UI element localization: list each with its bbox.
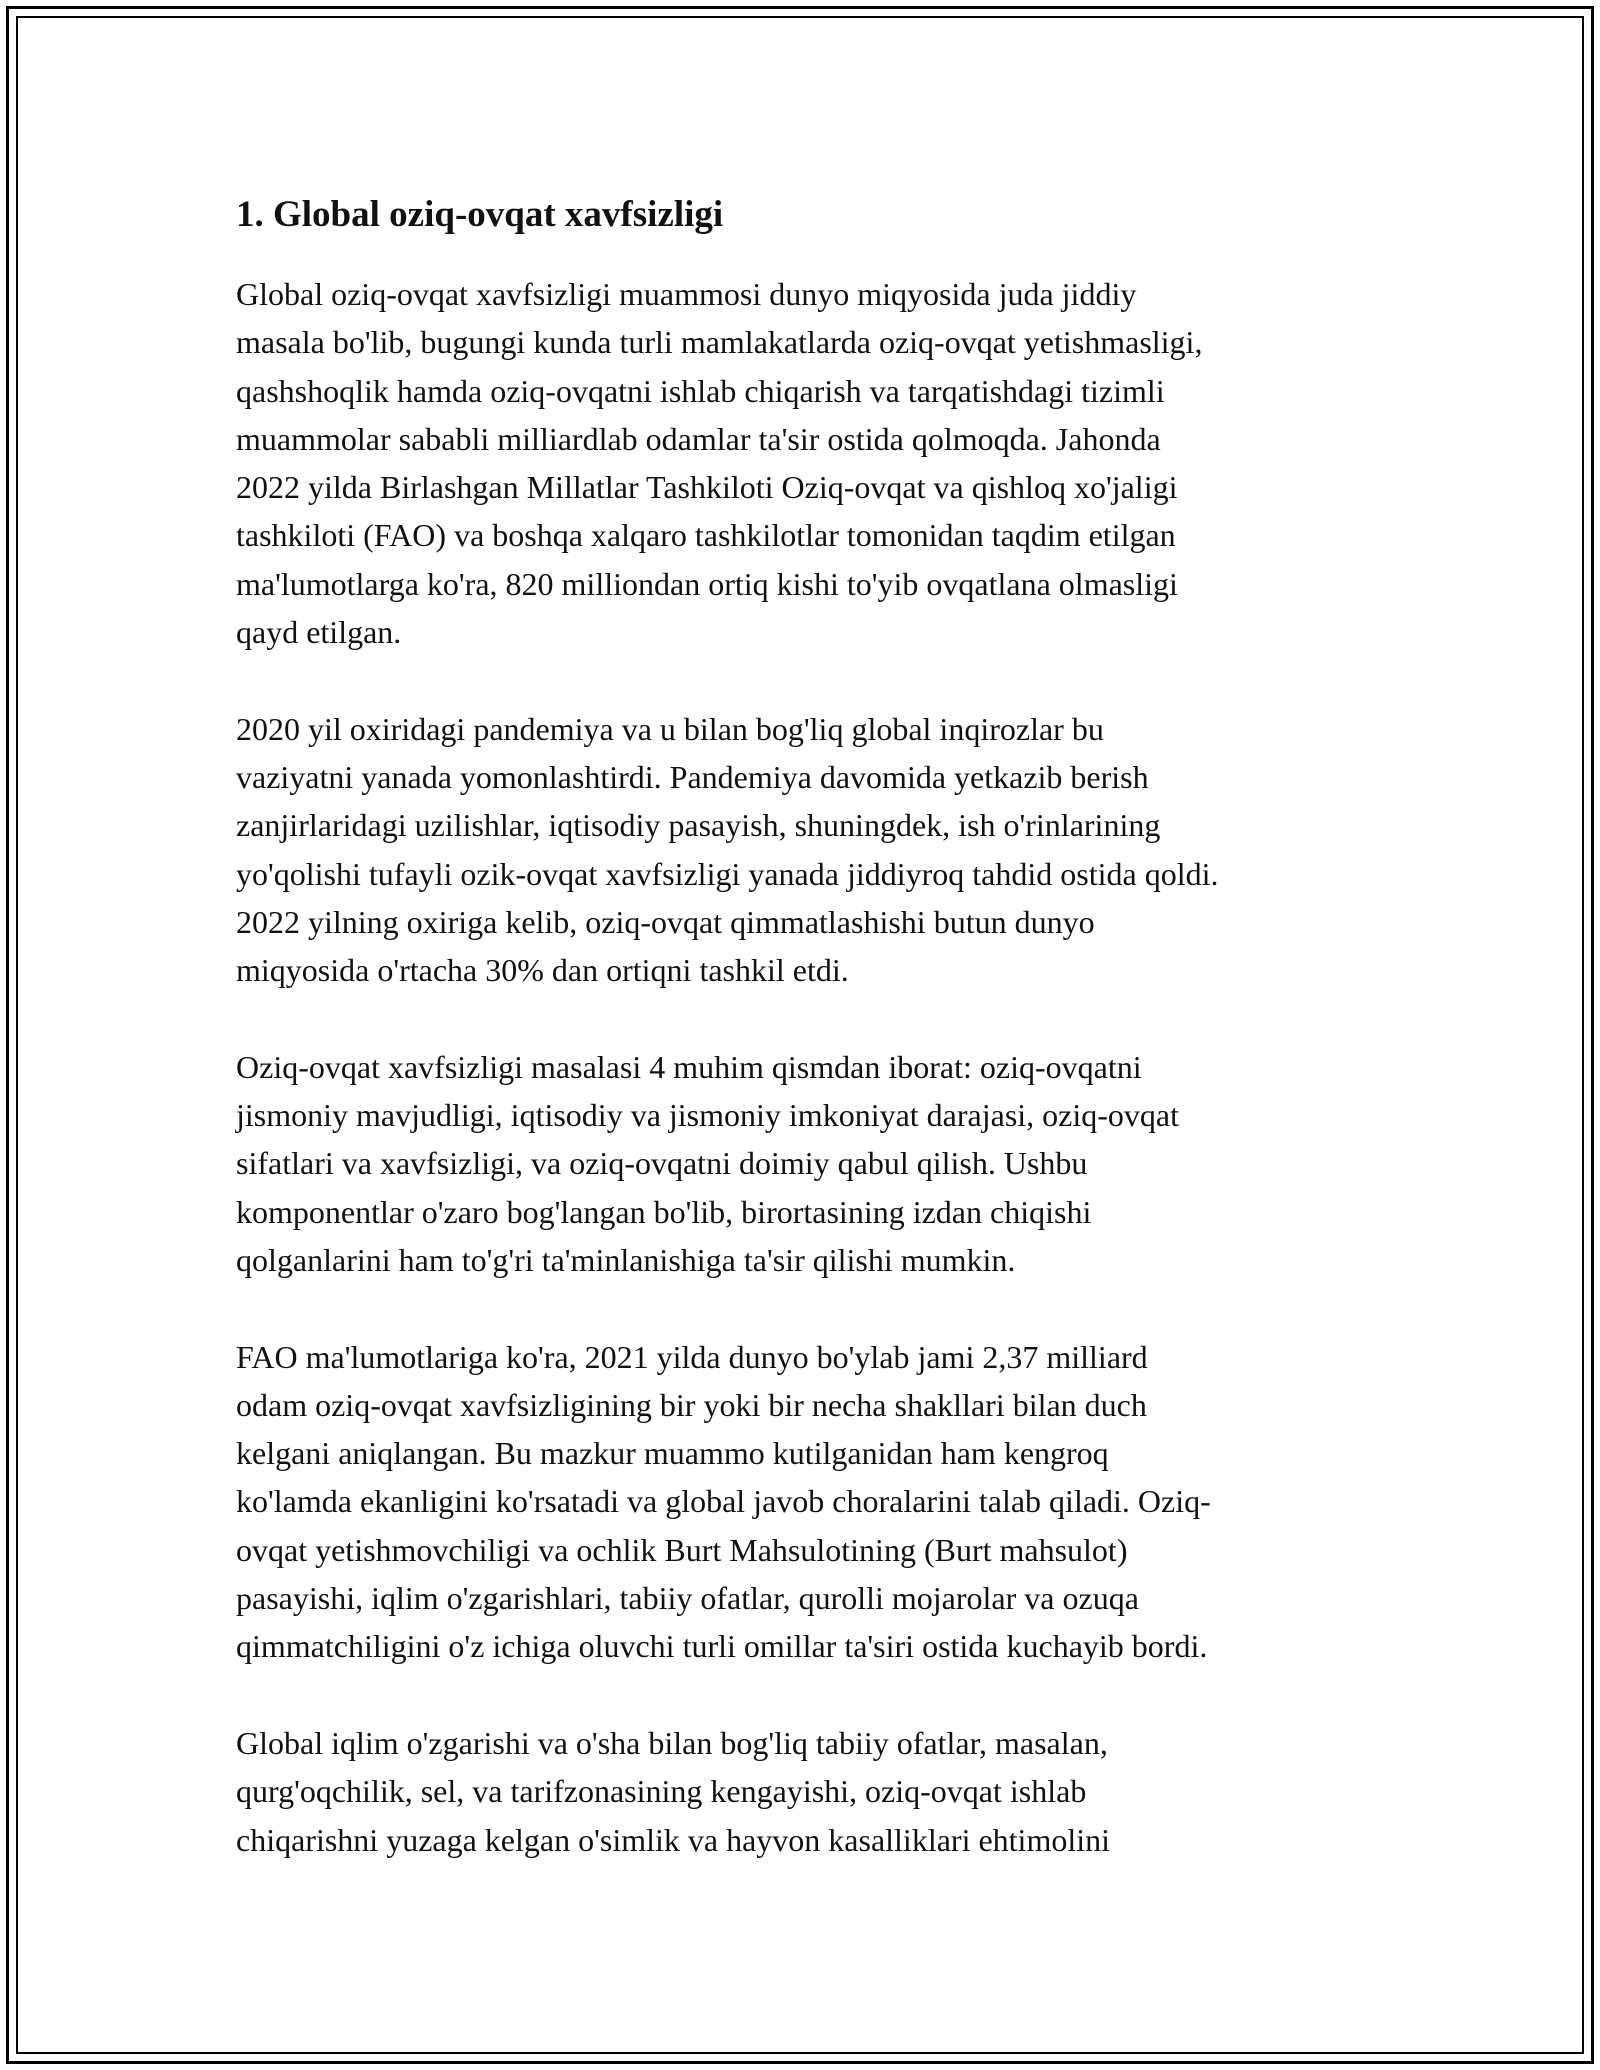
paragraph-5: Global iqlim o'zgarishi va o'sha bilan bog'liq tabiiy ofatlar, masalan, qurg'oqchilik, sel, va tarifzonasining kengayishi, oziq-ovqat ishlab chiqarishni yuzaga kelgan o'simlik va hayvon kasalliklari ehtimolini: [236, 1724, 1110, 1858]
paragraph-3: Oziq-ovqat xavfsizligi masalasi 4 muhim qismdan iborat: oziq-ovqatni jismoniy mavjudligi, iqtisodiy va jismoniy imkoniyat darajasi, oziq-ovqat sifatlari va xavfsizligi, va oziq-ovqatni doimiy qabul qilish. Ushbu komponentlar o'zaro bog'langan bo'lib, birortasining izdan chiqishi qolganlarini ham to'g'ri ta'minlanishiga ta'sir qilishi mumkin.: [236, 1048, 1180, 1278]
paragraph-2: 2020 yil oxiridagi pandemiya va u bilan bog'liq global inqirozlar bu vaziyatni yanada yomonlashtirdi. Pandemiya davomida yetkazib berish zanjirlaridagi uzilishlar, iqtisodiy pasayish, shuningdek, ish o'rinlarining yo'qolishi tufayli ozik-ovqat xavfsizligi yanada jiddiyroq tahdid ostida qoldi. 2022 yilning oxiriga kelib, oziq-ovqat qimmatlashishi butun dunyo miqyosida o'rtacha 30% dan ortiqni tashkil etdi.: [236, 710, 1219, 989]
section-title: 1. Global oziq-ovqat xavfsizligi: [236, 194, 724, 235]
paragraph-1: Global oziq-ovqat xavfsizligi muammosi dunyo miqyosida juda jiddiy masala bo'lib, bugungi kunda turli mamlakatlarda oziq-ovqat yetishmasligi, qashshoqlik hamda oziq-ovqatni ishlab chiqarish va tarqatishdagi tizimli muammolar sababli milliardlab odamlar ta'sir ostida qolmoqda. Jahonda 2022 yilda Birlashgan Millatlar Tashkiloti Oziq-ovqat va qishloq xo'jaligi tashkiloti (FAO) va boshqa xalqaro tashkilotlar tomonidan taqdim etilgan ma'lumotlarga ko'ra, 820 milliondan ortiq kishi to'yib ovqatlana olmasligi qayd etilgan.: [236, 276, 1203, 651]
document-body: [236, 186, 1366, 1912]
paragraph-4: FAO ma'lumotlariga ko'ra, 2021 yilda dunyo bo'ylab jami 2,37 milliard odam oziq-ovqat xavfsizligining bir yoki bir necha shakllari bilan duch kelgani aniqlangan. Bu mazkur muammo kutilganidan ham kengroq ko'lamda ekanligini ko'rsatadi va global javob choralarini talab qiladi. Oziq- ovqat yetishmovchiligi va ochlik Burt Mahsulotining (Burt mahsulot) pasayishi, iqlim o'zgarishlari, tabiiy ofatlar, qurolli mojarolar va ozuqa qimmatchiligini o'z ichiga oluvchi turli omillar ta'siri ostida kuchayib bordi.: [236, 1338, 1211, 1665]
